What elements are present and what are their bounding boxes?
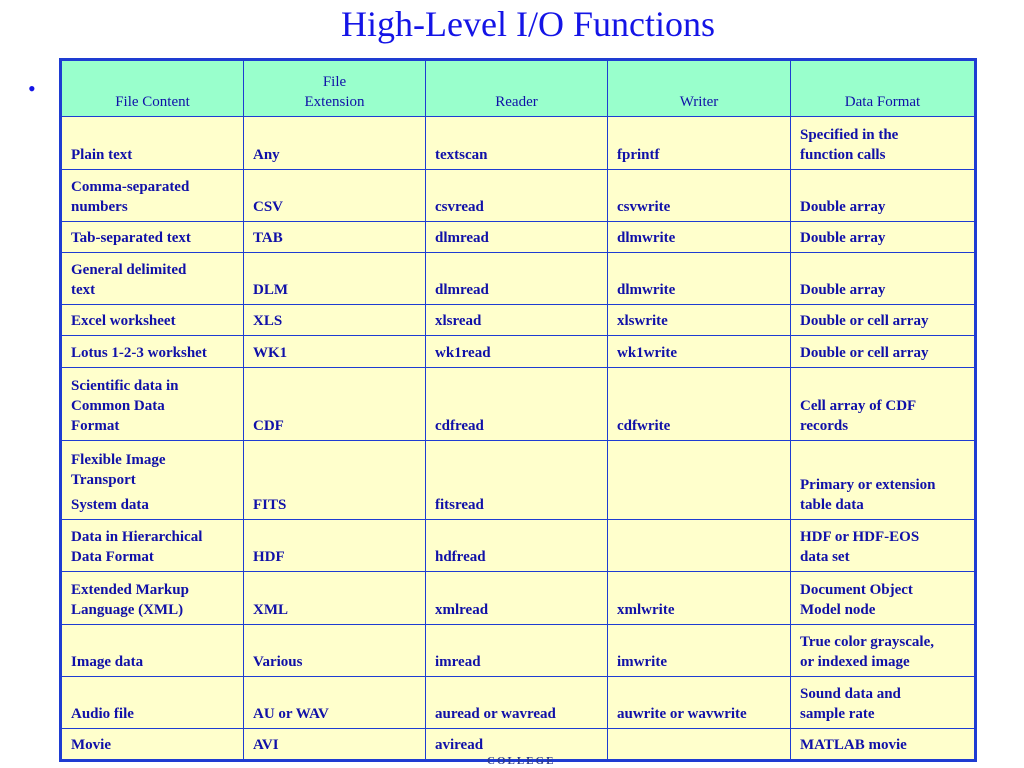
cell-reader <box>426 117 608 170</box>
cell-writer <box>608 253 791 305</box>
cell-text: Any <box>253 147 280 163</box>
cell-reader <box>426 222 608 253</box>
header-file-content <box>61 60 244 117</box>
cell-text: Double array <box>800 282 886 298</box>
cell-file-extension <box>244 336 426 368</box>
cell-text: Double or cell array <box>800 345 929 361</box>
header-line: Data Format <box>844 94 921 110</box>
cell-text: text <box>71 282 96 298</box>
table-row <box>61 625 976 677</box>
footer-logo-text: COLLEGE <box>487 755 556 767</box>
cell-reader <box>426 305 608 336</box>
cell-data-format <box>791 222 976 253</box>
table-row <box>61 441 976 520</box>
cell-text: AU or WAV <box>253 706 329 722</box>
cell-text: Primary or extension <box>800 477 936 493</box>
cell-data-format <box>791 625 976 677</box>
cell-text: TAB <box>253 230 283 246</box>
cell-text: csvread <box>435 199 484 215</box>
cell-data-format <box>791 305 976 336</box>
cell-text: Comma-separated <box>71 179 190 195</box>
cell-text: Scientific data in <box>71 378 179 394</box>
cell-file-content <box>61 222 244 253</box>
cell-text: sample rate <box>800 706 875 722</box>
cell-file-extension <box>244 520 426 572</box>
cell-text: CSV <box>253 199 284 215</box>
cell-data-format <box>791 572 976 625</box>
table-row <box>61 117 976 170</box>
cell-writer <box>608 625 791 677</box>
cell-text: Transport <box>71 472 136 488</box>
header-reader <box>426 60 608 117</box>
cell-text: xmlread <box>435 602 489 618</box>
cell-text: Audio file <box>71 706 134 722</box>
cell-file-extension <box>244 253 426 305</box>
cell-text: Extended Markup <box>71 582 189 598</box>
cell-text: Tab-separated text <box>71 230 191 246</box>
cell-text: xlswrite <box>617 313 668 329</box>
cell-text: Specified in the <box>800 127 899 143</box>
cell-text: numbers <box>71 199 128 215</box>
cell-text: MATLAB movie <box>800 737 907 753</box>
cell-file-extension <box>244 441 426 520</box>
cell-text: HDF or HDF-EOS <box>800 529 920 545</box>
bullet-marker: • <box>28 76 36 101</box>
header-line: Extension <box>304 94 365 110</box>
cell-file-extension <box>244 572 426 625</box>
cell-text: Double array <box>800 199 886 215</box>
cell-writer <box>608 170 791 222</box>
cell-text: auread or wavread <box>435 706 556 722</box>
table-header-row <box>61 60 976 117</box>
cell-text: dlmread <box>435 230 489 246</box>
cell-reader <box>426 677 608 729</box>
cell-writer <box>608 117 791 170</box>
table-body <box>61 60 976 761</box>
cell-file-extension <box>244 677 426 729</box>
cell-text: cdfwrite <box>617 418 671 434</box>
cell-text: WK1 <box>253 345 288 361</box>
cell-reader <box>426 170 608 222</box>
cell-text: csvwrite <box>617 199 671 215</box>
cell-text: General delimited <box>71 262 187 278</box>
cell-file-content <box>61 520 244 572</box>
cell-text: System data <box>71 497 149 513</box>
table-row <box>61 572 976 625</box>
cell-writer <box>608 222 791 253</box>
cell-text: imread <box>435 654 481 670</box>
cell-file-extension <box>244 368 426 441</box>
cell-file-content <box>61 336 244 368</box>
header-file-extension <box>244 60 426 117</box>
cell-writer <box>608 441 791 520</box>
header-line: File Content <box>115 94 190 110</box>
cell-text: DLM <box>253 282 288 298</box>
cell-data-format <box>791 253 976 305</box>
cell-file-extension <box>244 625 426 677</box>
cell-text: CDF <box>253 418 284 434</box>
cell-writer <box>608 729 791 761</box>
table-row <box>61 305 976 336</box>
cell-data-format <box>791 117 976 170</box>
cell-file-content <box>61 368 244 441</box>
table-row <box>61 253 976 305</box>
cell-text: Plain text <box>71 147 133 163</box>
cell-text: imwrite <box>617 654 667 670</box>
cell-text: XLS <box>253 313 283 329</box>
cell-writer <box>608 336 791 368</box>
cell-text: function calls <box>800 147 886 163</box>
header-writer <box>608 60 791 117</box>
cell-data-format <box>791 520 976 572</box>
cell-text: or indexed image <box>800 654 910 670</box>
cell-reader <box>426 520 608 572</box>
cell-text: XML <box>253 602 288 618</box>
cell-writer <box>608 305 791 336</box>
cell-text: Movie <box>71 737 111 753</box>
cell-text: HDF <box>253 549 285 565</box>
cell-file-content <box>61 625 244 677</box>
cell-text: Language (XML) <box>71 602 184 618</box>
cell-file-content <box>61 170 244 222</box>
cell-data-format <box>791 729 976 761</box>
cell-writer <box>608 368 791 441</box>
cell-text: Lotus 1-2-3 workshet <box>71 345 207 361</box>
cell-text: fprintf <box>617 147 660 163</box>
cell-writer <box>608 572 791 625</box>
cell-text: Double array <box>800 230 886 246</box>
cell-reader <box>426 368 608 441</box>
cell-file-extension <box>244 305 426 336</box>
cell-text: True color grayscale, <box>800 634 934 650</box>
cell-file-content <box>61 305 244 336</box>
cell-text: Document Object <box>800 582 913 598</box>
cell-file-extension <box>244 117 426 170</box>
cell-reader <box>426 572 608 625</box>
header-data-format <box>791 60 976 117</box>
io-functions-table <box>59 58 977 762</box>
slide-title: High-Level I/O Functions <box>341 4 715 44</box>
table-row <box>61 222 976 253</box>
cell-reader <box>426 253 608 305</box>
cell-file-extension <box>244 222 426 253</box>
cell-text: Flexible Image <box>71 452 166 468</box>
cell-reader <box>426 625 608 677</box>
cell-file-content <box>61 253 244 305</box>
cell-data-format <box>791 677 976 729</box>
cell-text: dlmread <box>435 282 489 298</box>
cell-data-format <box>791 170 976 222</box>
cell-data-format <box>791 336 976 368</box>
cell-text: Data Format <box>71 549 154 565</box>
cell-text: Model node <box>800 602 876 618</box>
cell-text: wk1write <box>617 345 677 361</box>
cell-text: hdfread <box>435 549 486 565</box>
cell-text: AVI <box>253 737 279 753</box>
cell-text: records <box>800 418 849 434</box>
cell-file-content <box>61 572 244 625</box>
table-row <box>61 520 976 572</box>
cell-text: textscan <box>435 147 488 163</box>
cell-text: Image data <box>71 654 144 670</box>
cell-text: aviread <box>435 737 484 753</box>
cell-file-content <box>61 729 244 761</box>
table-row <box>61 170 976 222</box>
cell-file-extension <box>244 729 426 761</box>
cell-text: table data <box>800 497 864 513</box>
header-line: File <box>322 74 347 90</box>
cell-text: Common Data <box>71 398 165 414</box>
cell-text: xlsread <box>435 313 482 329</box>
table-row <box>61 368 976 441</box>
cell-text: dlmwrite <box>617 230 676 246</box>
cell-file-content <box>61 117 244 170</box>
cell-text: xmlwrite <box>617 602 675 618</box>
table-row <box>61 677 976 729</box>
cell-text: data set <box>800 549 850 565</box>
cell-text: Various <box>253 654 303 670</box>
cell-text: FITS <box>253 497 287 513</box>
cell-text: cdfread <box>435 418 484 434</box>
cell-text: auwrite or wavwrite <box>617 706 747 722</box>
cell-text: Double or cell array <box>800 313 929 329</box>
cell-writer <box>608 677 791 729</box>
cell-reader <box>426 441 608 520</box>
cell-file-extension <box>244 170 426 222</box>
cell-text: Format <box>71 418 120 434</box>
cell-text: Sound data and <box>800 686 901 702</box>
header-line: Reader <box>495 94 538 110</box>
table-row <box>61 336 976 368</box>
cell-text: fitsread <box>435 497 484 513</box>
cell-reader <box>426 336 608 368</box>
cell-text: dlmwrite <box>617 282 676 298</box>
cell-file-content <box>61 441 244 520</box>
cell-data-format <box>791 441 976 520</box>
cell-data-format <box>791 368 976 441</box>
cell-text: Cell array of CDF <box>800 398 917 414</box>
cell-text: Excel worksheet <box>71 313 176 329</box>
cell-text: Data in Hierarchical <box>71 529 203 545</box>
cell-file-content <box>61 677 244 729</box>
header-line: Writer <box>679 94 719 110</box>
cell-writer <box>608 520 791 572</box>
cell-text: wk1read <box>435 345 491 361</box>
